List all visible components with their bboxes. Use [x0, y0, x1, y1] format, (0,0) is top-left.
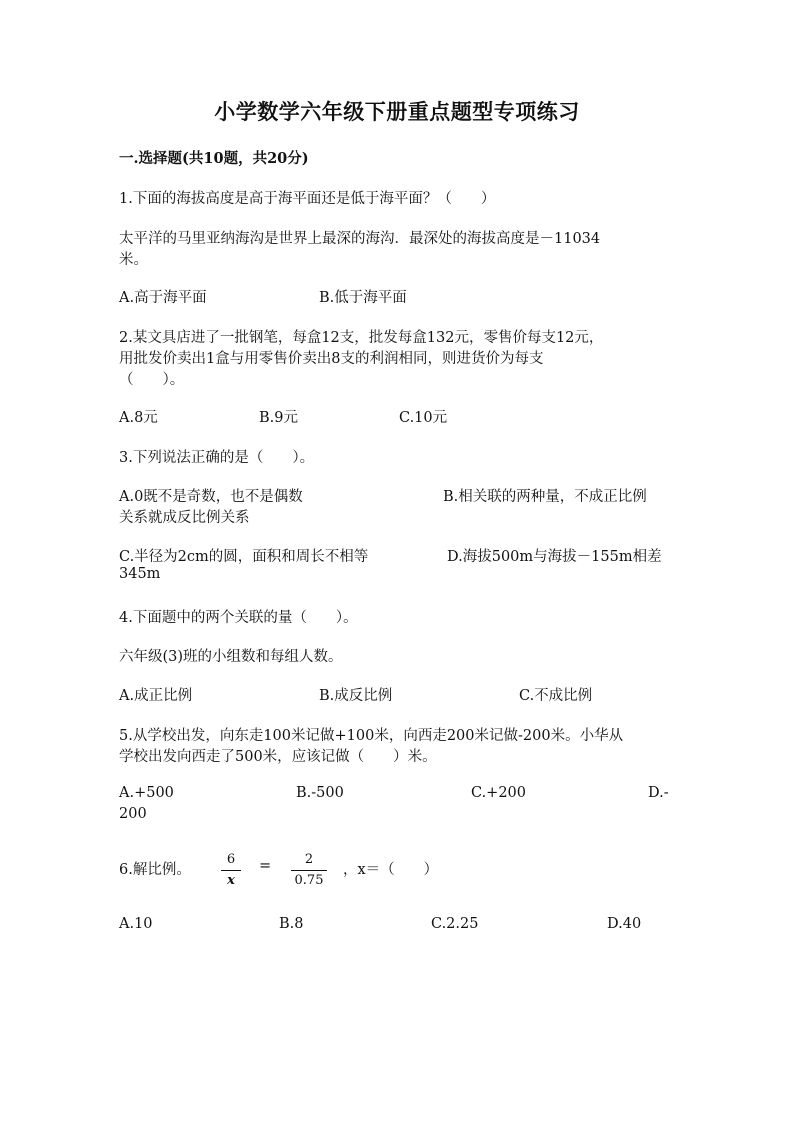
question-1-option-a[interactable]: A.高于海平面 — [119, 290, 207, 306]
question-2-option-a[interactable]: A.8元 — [119, 410, 158, 426]
question-3-option-c[interactable]: C.半径为2cm的圆，面积和周长不相等 — [119, 549, 369, 565]
question-3-option-b-line-1[interactable]: B.相关联的两种量，不成正比例 — [443, 489, 647, 505]
equals-sign: = — [259, 858, 272, 874]
question-4-option-c[interactable]: C.不成比例 — [519, 688, 593, 704]
question-6-option-c[interactable]: C.2.25 — [431, 916, 479, 932]
question-4-description: 六年级(3)班的小组数和每组人数。 — [119, 649, 343, 665]
fraction-2-bar — [291, 870, 327, 871]
question-1-description-line-2: 米。 — [119, 252, 148, 268]
question-5-option-d-line-1[interactable]: D.- — [648, 785, 669, 801]
question-2-stem-line-1: 2.某文具店进了一批钢笔，每盒12支，批发每盒132元，零售价每支12元， — [119, 330, 604, 346]
question-6-suffix: ，x＝（ ） — [343, 862, 439, 878]
question-6-option-d[interactable]: D.40 — [607, 916, 642, 932]
fraction-6-over-x — [221, 851, 241, 890]
question-3-stem: 3.下列说法正确的是（ ）。 — [119, 450, 315, 466]
question-6-option-a[interactable]: A.10 — [119, 916, 153, 932]
question-3-option-a[interactable]: A.0既不是奇数，也不是偶数 — [119, 489, 303, 505]
question-4-stem: 4.下面题中的两个关联的量（ ）。 — [119, 610, 358, 626]
question-5-stem-line-2: 学校出发向西走了500米，应该记做（ ）米。 — [119, 749, 437, 765]
fraction-1-bar — [221, 870, 241, 871]
question-2-option-c[interactable]: C.10元 — [399, 410, 448, 426]
question-5-option-d-line-2[interactable]: 200 — [119, 806, 147, 822]
question-1-stem: 1.下面的海拔高度是高于海平面还是低于海平面？（ ） — [119, 191, 496, 207]
question-5-stem-line-1: 5.从学校出发，向东走100米记做+100米，向西走200米记做-200米。小华从 — [119, 728, 624, 744]
question-4-option-b[interactable]: B.成反比例 — [319, 688, 393, 704]
question-1-option-b[interactable]: B.低于海平面 — [319, 290, 407, 306]
question-3-option-b-line-2[interactable]: 关系就成反比例关系 — [119, 510, 250, 526]
question-1-description-line-1: 太平洋的马里亚纳海沟是世界上最深的海沟．最深处的海拔高度是－11034 — [119, 231, 601, 247]
question-4-option-a[interactable]: A.成正比例 — [119, 688, 193, 704]
question-5-option-a[interactable]: A.+500 — [119, 785, 174, 801]
fraction-2-numerator: 2 — [304, 852, 314, 867]
question-6-option-b[interactable]: B.8 — [279, 916, 304, 932]
question-2-stem-line-2: 用批发价卖出1盒与用零售价卖出8支的利润相同，则进货价为每支 — [119, 351, 544, 367]
question-6-prefix: 6.解比例。 — [119, 862, 191, 878]
question-2-option-b[interactable]: B.9元 — [259, 410, 298, 426]
fraction-1-denominator: x — [227, 873, 235, 888]
section-header: 一.选择题(共10题，共20分) — [119, 150, 309, 167]
page-title: 小学数学六年级下册重点题型专项练习 — [214, 99, 580, 124]
question-5-option-b[interactable]: B.-500 — [296, 785, 344, 801]
question-3-option-d-line-1[interactable]: D.海拔500m与海拔－155m相差 — [447, 549, 662, 565]
fraction-2-denominator: 0.75 — [294, 873, 324, 888]
fraction-2-over-0-75 — [291, 851, 327, 890]
question-5-option-c[interactable]: C.+200 — [471, 785, 527, 801]
question-3-option-d-line-2[interactable]: 345m — [119, 566, 161, 582]
fraction-1-numerator: 6 — [226, 852, 236, 867]
question-2-stem-line-3: （ ）。 — [119, 372, 185, 388]
